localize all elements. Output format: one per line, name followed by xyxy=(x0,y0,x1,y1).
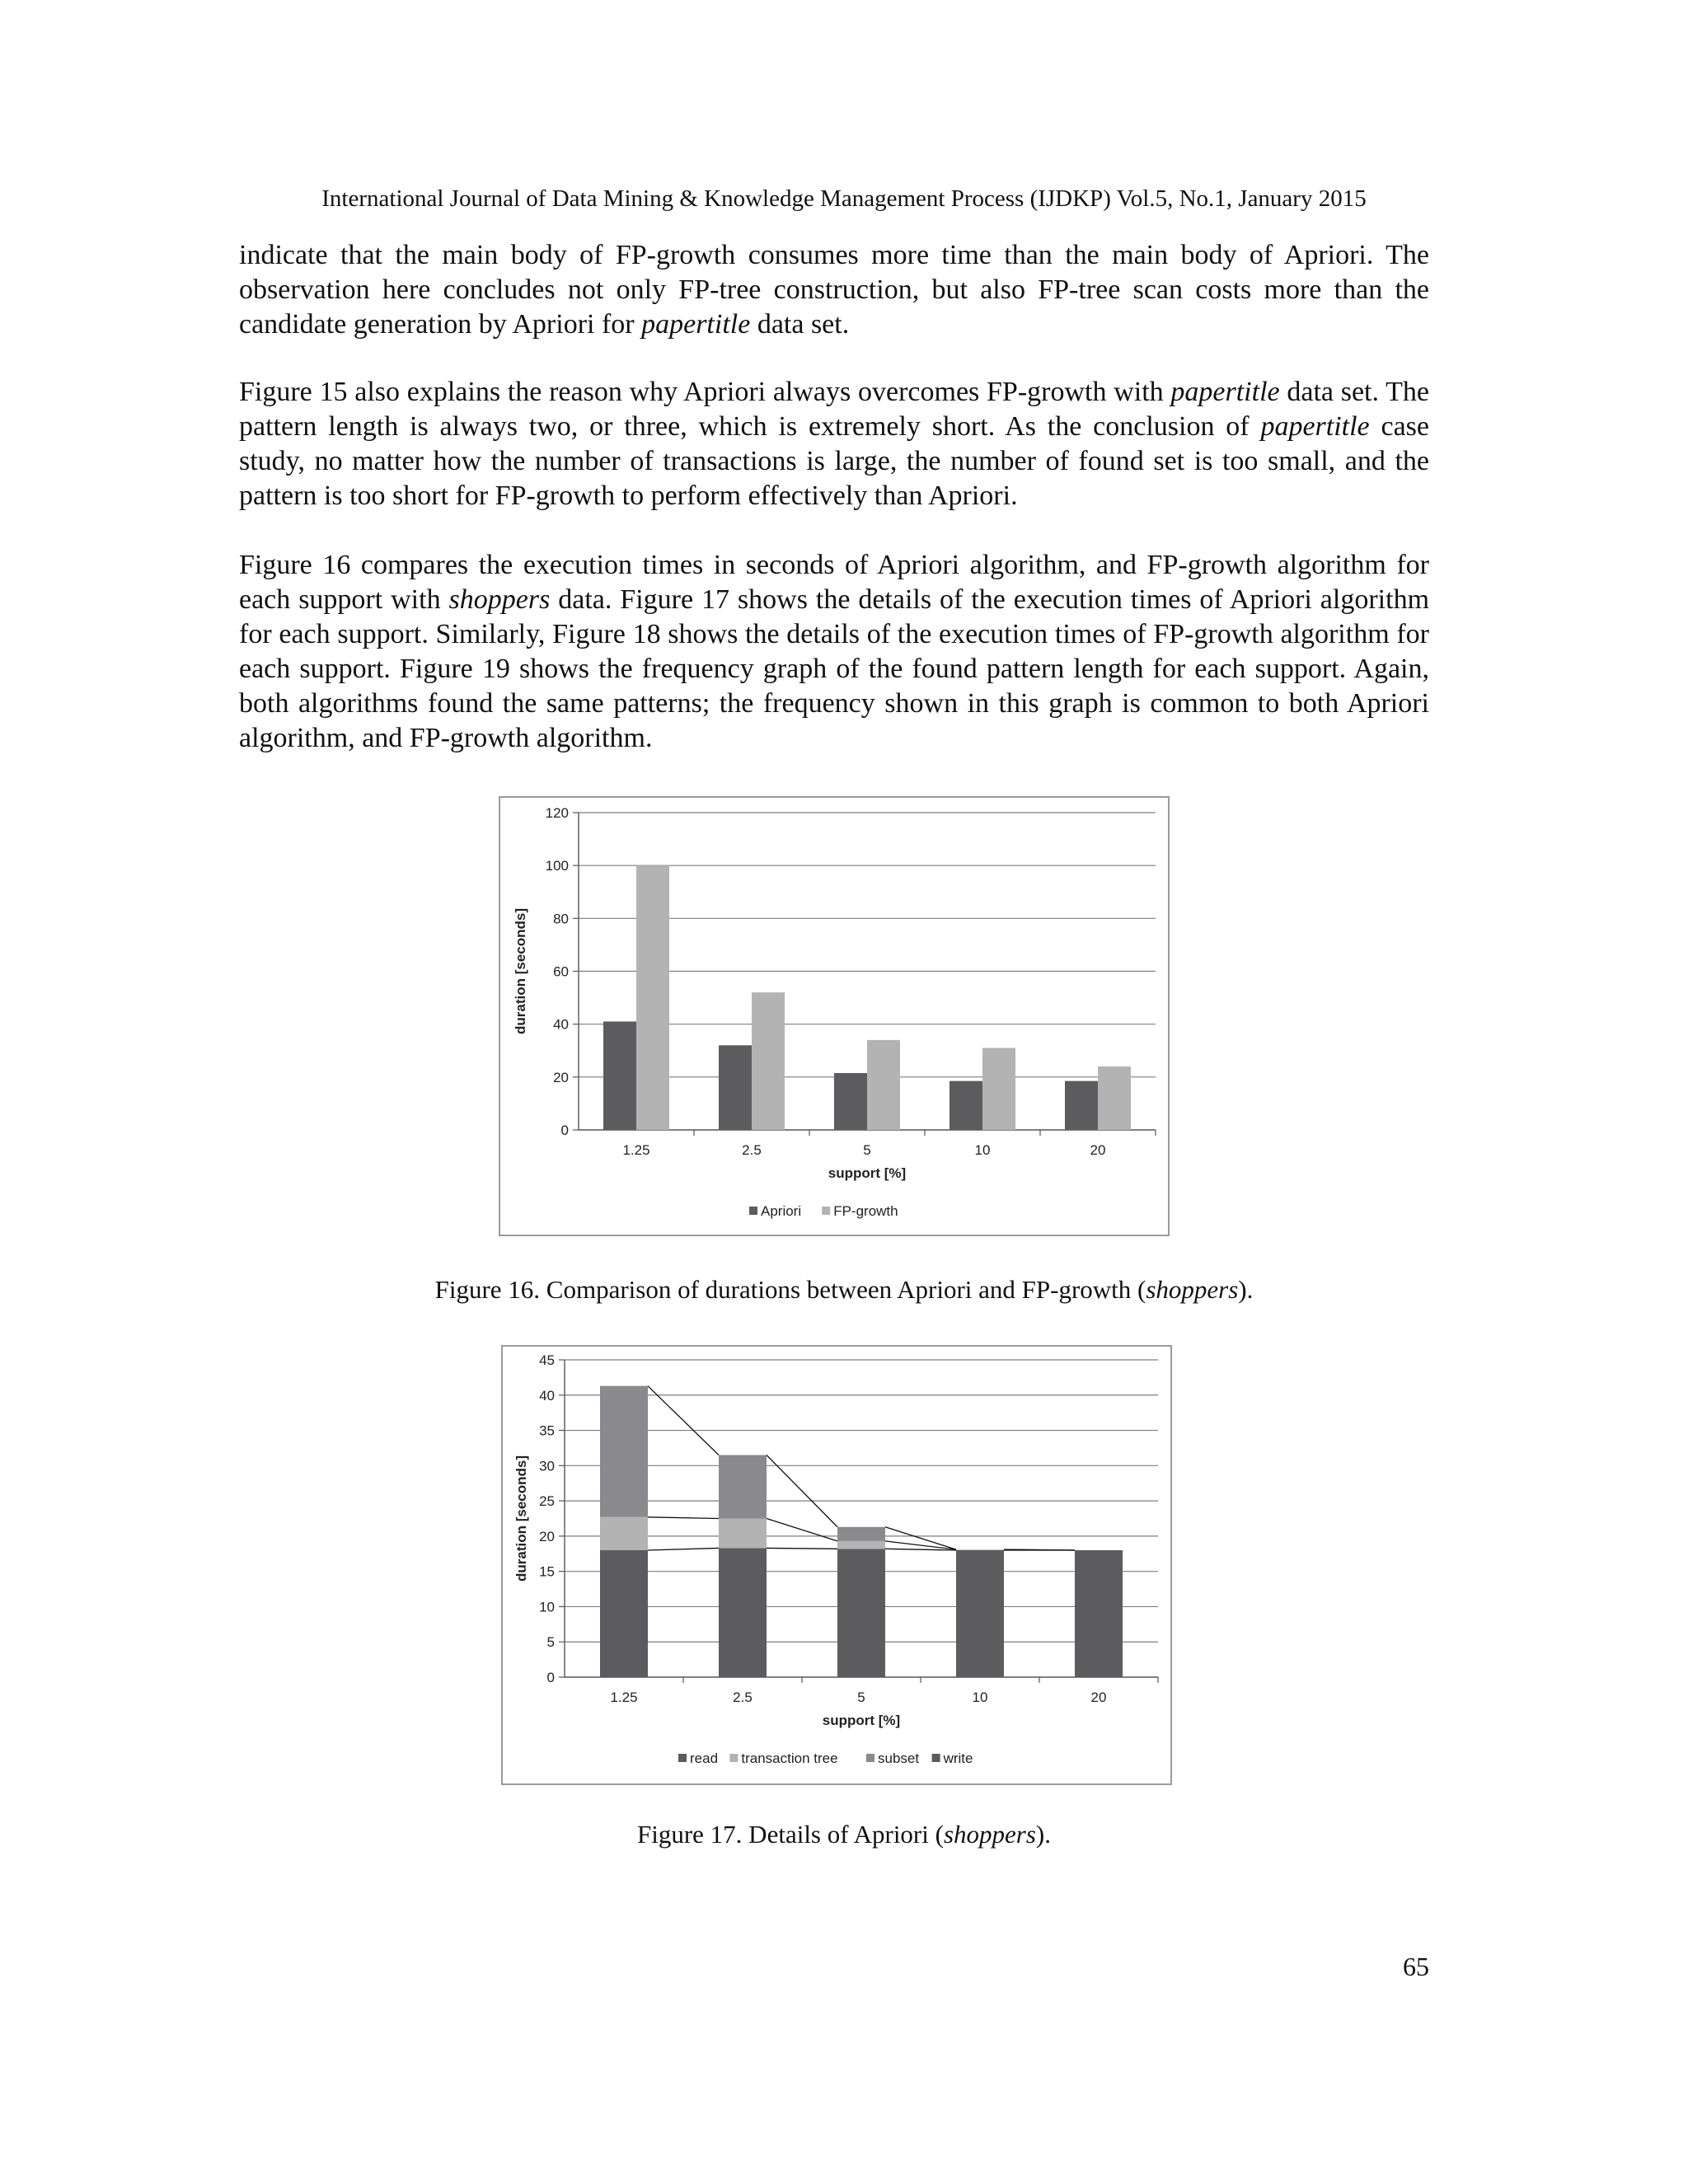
series-line xyxy=(648,1517,719,1519)
bar-FP-growth xyxy=(1098,1066,1131,1130)
x-tick-label: 20 xyxy=(1090,1142,1106,1158)
y-tick-label: 120 xyxy=(545,805,569,821)
paragraph-2 xyxy=(239,375,1429,513)
x-tick-label: 1.25 xyxy=(622,1142,650,1158)
y-tick-label: 5 xyxy=(546,1634,555,1651)
text-run: Figure 17. Details of Apriori ( xyxy=(637,1820,944,1849)
figure-17-chart xyxy=(501,1345,1172,1785)
series-line xyxy=(1004,1549,1075,1550)
bar-Apriori xyxy=(834,1073,867,1130)
legend-label: read xyxy=(690,1750,719,1766)
x-axis-title: support [%] xyxy=(822,1713,901,1728)
bar-transaction-tree xyxy=(719,1519,767,1549)
bar-read xyxy=(719,1548,767,1677)
bar-read xyxy=(956,1550,1004,1677)
text-run: Figure 16 compares the execution times in seconds of Apriori algorithm, and FP-growth algorithm for each support with xyxy=(239,550,1429,615)
legend-swatch xyxy=(932,1754,940,1762)
y-tick-label: 0 xyxy=(560,1122,569,1138)
y-tick-label: 80 xyxy=(553,911,569,927)
y-axis-title: duration [seconds] xyxy=(513,1455,529,1582)
text-run: indicate that the main body of FP-growth consumes more time than the main body of Apriori. The observation here concludes not only FP-tree construction, but also FP-tree scan costs more than the candidate generation by Apriori for xyxy=(239,240,1429,340)
bar-subset xyxy=(600,1386,648,1517)
x-tick-label: 20 xyxy=(1090,1690,1107,1705)
figure-17-caption xyxy=(0,1820,1688,1849)
series-line xyxy=(648,1548,719,1550)
legend-label: subset xyxy=(878,1750,920,1766)
legend-swatch xyxy=(749,1207,757,1215)
bar-transaction-tree xyxy=(956,1549,1004,1550)
series-line xyxy=(767,1519,837,1541)
bar-subset xyxy=(837,1527,885,1541)
running-header: International Journal of Data Mining & Knowledge Management Process (IJDKP) Vol.5, No.1, January 2015 xyxy=(321,185,1367,212)
bar-Apriori xyxy=(950,1081,982,1130)
figure-16-caption xyxy=(0,1275,1688,1305)
legend-swatch xyxy=(729,1754,738,1762)
x-tick-label: 2.5 xyxy=(742,1142,762,1158)
text-run: ). xyxy=(1035,1820,1051,1849)
bar-transaction-tree xyxy=(837,1541,885,1549)
paragraph-1 xyxy=(239,238,1429,342)
italic-run: papertitle xyxy=(1170,377,1280,407)
y-tick-label: 15 xyxy=(539,1563,555,1580)
y-axis-title: duration [seconds] xyxy=(513,907,528,1035)
y-tick-label: 40 xyxy=(539,1387,555,1404)
x-tick-label: 5 xyxy=(857,1690,865,1705)
bar-subset xyxy=(719,1455,767,1519)
y-tick-label: 100 xyxy=(545,858,569,874)
y-tick-label: 45 xyxy=(539,1352,555,1368)
italic-run: shoppers xyxy=(1146,1275,1239,1304)
bar-Apriori xyxy=(1065,1081,1098,1130)
bar-FP-growth xyxy=(752,992,785,1130)
series-line xyxy=(767,1548,837,1549)
bar-read xyxy=(600,1550,648,1677)
legend-label: Apriori xyxy=(761,1203,802,1219)
bar-read xyxy=(1075,1550,1123,1677)
text-run: data set. xyxy=(750,309,850,340)
paragraph-3 xyxy=(239,548,1429,756)
y-tick-label: 20 xyxy=(539,1528,555,1544)
y-tick-label: 10 xyxy=(539,1599,555,1615)
text-run: data set. The pattern length is always two, or three, which is extremely short. As the conclusion of xyxy=(239,377,1429,442)
italic-run: papertitle xyxy=(641,309,751,340)
legend-swatch xyxy=(822,1207,830,1215)
text-run: Figure 16. Comparison of durations between Apriori and FP-growth ( xyxy=(434,1275,1146,1304)
italic-run: papertitle xyxy=(1260,411,1370,442)
y-tick-label: 60 xyxy=(553,963,569,980)
x-axis-title: support [%] xyxy=(828,1165,907,1181)
series-line xyxy=(885,1541,956,1549)
x-tick-label: 2.5 xyxy=(733,1690,753,1705)
legend-swatch xyxy=(866,1754,874,1762)
bar-FP-growth xyxy=(982,1048,1015,1130)
series-line xyxy=(648,1386,719,1455)
text-run: data. Figure 17 shows the details of the execution times of Apriori algorithm for each support. Similarly, Figure 18 shows the details of the execution times of FP-growth algorithm for each support. Figure 19 shows the frequency graph of the found pattern length for each support. Again, both algorithms found the same patterns; the frequency shown in this graph is common to both Apriori algorithm, and FP-growth algorithm. xyxy=(239,584,1430,753)
legend-label: transaction tree xyxy=(741,1750,838,1766)
italic-run: shoppers xyxy=(943,1820,1036,1849)
text-run: ). xyxy=(1238,1275,1254,1304)
series-line xyxy=(885,1549,956,1550)
y-tick-label: 0 xyxy=(546,1670,555,1685)
bar-FP-growth xyxy=(867,1040,900,1130)
y-tick-label: 40 xyxy=(553,1016,569,1033)
page-number: 65 xyxy=(1403,1952,1429,1981)
figure-17-svg xyxy=(503,1347,1170,1783)
x-tick-label: 5 xyxy=(863,1142,871,1158)
figure-16-svg xyxy=(500,798,1168,1235)
italic-run: shoppers xyxy=(448,584,551,615)
legend-label: write xyxy=(943,1750,973,1766)
x-tick-label: 10 xyxy=(974,1142,991,1158)
legend-label: FP-growth xyxy=(833,1203,898,1219)
y-tick-label: 30 xyxy=(539,1458,555,1474)
y-tick-label: 35 xyxy=(539,1422,555,1439)
legend-swatch xyxy=(678,1754,687,1762)
y-tick-label: 20 xyxy=(553,1069,569,1085)
bar-Apriori xyxy=(719,1045,752,1130)
y-tick-label: 25 xyxy=(539,1493,555,1510)
bar-read xyxy=(837,1549,885,1677)
text-run: case study, no matter how the number of transactions is large, the number of found set is too small, and the pattern is too short for FP-growth to perform effectively than Apriori. xyxy=(239,411,1429,511)
bar-Apriori xyxy=(603,1021,636,1130)
x-tick-label: 1.25 xyxy=(610,1690,638,1705)
bar-FP-growth xyxy=(636,865,669,1130)
series-line xyxy=(885,1527,956,1549)
figure-16-chart xyxy=(499,796,1170,1236)
x-tick-label: 10 xyxy=(972,1690,988,1705)
text-run: Figure 15 also explains the reason why Apriori always overcomes FP-growth with xyxy=(239,377,1171,407)
bar-transaction-tree xyxy=(600,1517,648,1550)
